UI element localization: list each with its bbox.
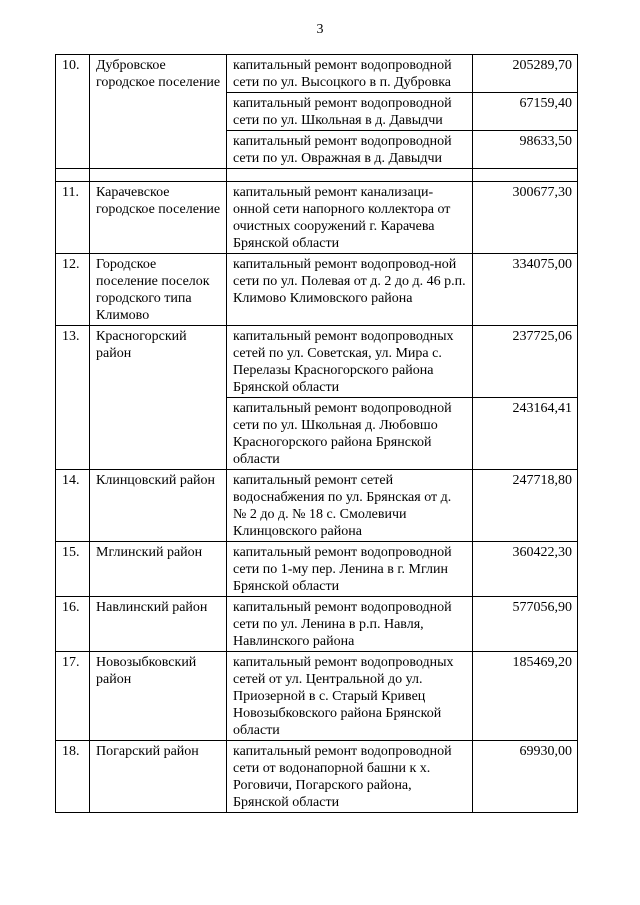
works-table: [55, 54, 578, 813]
work-description: капитальный ремонт водопроводной сети по ул. Высоцкого в п. Дубровка: [227, 55, 473, 93]
work-description: капитальный ремонт водопроводной сети по 1-му пер. Ленина в г. Мглин Брянской области: [227, 542, 473, 597]
municipality-name: Красногорский район: [90, 326, 227, 470]
municipality-name: Карачевское городское поселение: [90, 182, 227, 254]
work-description: капитальный ремонт водопроводной сети от водонапорной башни к х. Роговичи, Погарского района, Брянской области: [227, 741, 473, 813]
work-description: капитальный ремонт водопроводной сети по ул. Школьная д. Любовшо Красногорского района Брянской области: [227, 398, 473, 470]
table-row: [56, 55, 578, 93]
work-description: капитальный ремонт водопроводных сетей по ул. Советская, ул. Мира с. Перелазы Красногорского района Брянской области: [227, 326, 473, 398]
row-number: 16.: [56, 597, 90, 652]
table-row: [56, 470, 578, 542]
work-amount: 67159,40: [473, 93, 578, 131]
work-description: капитальный ремонт канализаци-онной сети напорного коллектора от очистных сооружений г. Карачева Брянской области: [227, 182, 473, 254]
work-amount: 205289,70: [473, 55, 578, 93]
table-row: [56, 182, 578, 254]
work-description: капитальный ремонт водопроводной сети по ул. Школьная в д. Давыдчи: [227, 93, 473, 131]
table-row: [56, 597, 578, 652]
work-description: капитальный ремонт водопровод-ной сети по ул. Полевая от д. 2 до д. 46 р.п. Климово Климовского района: [227, 254, 473, 326]
work-amount: 98633,50: [473, 131, 578, 169]
table-spacer: [56, 169, 578, 182]
work-amount: 334075,00: [473, 254, 578, 326]
work-amount: 577056,90: [473, 597, 578, 652]
work-amount: 237725,06: [473, 326, 578, 398]
row-number: 13.: [56, 326, 90, 470]
row-number: 15.: [56, 542, 90, 597]
municipality-name: Погарский район: [90, 741, 227, 813]
table-row: [56, 254, 578, 326]
row-number: 17.: [56, 652, 90, 741]
municipality-name: Дубровское городское поселение: [90, 55, 227, 169]
work-amount: 243164,41: [473, 398, 578, 470]
row-number: 12.: [56, 254, 90, 326]
work-description: капитальный ремонт водопроводной сети по ул. Ленина в р.п. Навля, Навлинского района: [227, 597, 473, 652]
municipality-name: Новозыбковский район: [90, 652, 227, 741]
table-row: [56, 652, 578, 741]
work-amount: 69930,00: [473, 741, 578, 813]
table-row: [56, 741, 578, 813]
table-row: [56, 542, 578, 597]
work-description: капитальный ремонт сетей водоснабжения по ул. Брянская от д. № 2 до д. № 18 с. Смолевичи Клинцовского района: [227, 470, 473, 542]
page-number: 3: [316, 22, 324, 37]
municipality-name: Клинцовский район: [90, 470, 227, 542]
row-number: 10.: [56, 55, 90, 169]
work-description: капитальный ремонт водопроводной сети по ул. Овражная в д. Давыдчи: [227, 131, 473, 169]
municipality-name: Мглинский район: [90, 542, 227, 597]
table-row: [56, 326, 578, 398]
row-number: 11.: [56, 182, 90, 254]
work-description: капитальный ремонт водопроводных сетей от ул. Центральной до ул. Приозерной в с. Старый Кривец Новозыбковского района Брянской области: [227, 652, 473, 741]
work-amount: 360422,30: [473, 542, 578, 597]
row-number: 18.: [56, 741, 90, 813]
work-amount: 300677,30: [473, 182, 578, 254]
work-amount: 247718,80: [473, 470, 578, 542]
row-number: 14.: [56, 470, 90, 542]
municipality-name: Городское поселение поселок городского типа Климово: [90, 254, 227, 326]
work-amount: 185469,20: [473, 652, 578, 741]
municipality-name: Навлинский район: [90, 597, 227, 652]
